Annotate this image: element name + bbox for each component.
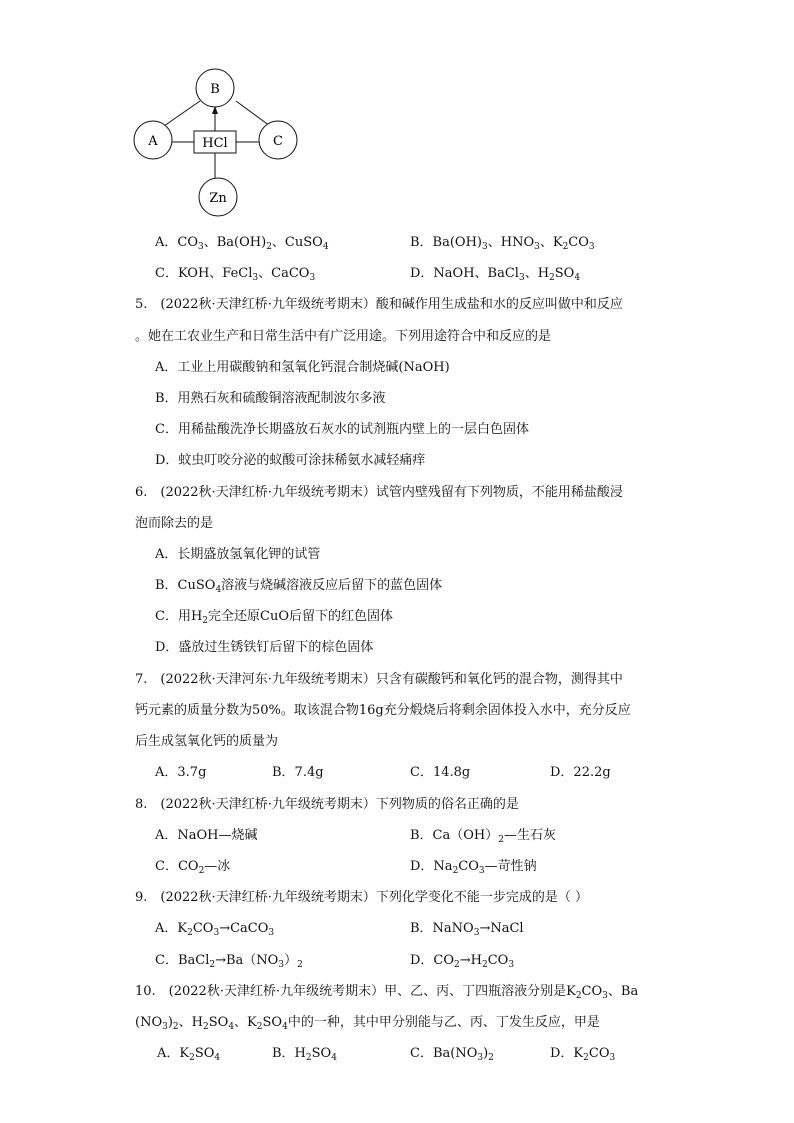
q4-option-c[interactable]: C．KOH、FeCl$_3$、CaCO$_3$ xyxy=(155,266,316,283)
q6-option-d[interactable]: D．盛放过生锈铁钉后留下的棕色固体 xyxy=(155,640,374,655)
q10-option-d[interactable]: D．$K_2CO_3$ xyxy=(550,1046,616,1063)
q9-stem: 9. (2022秋·天津红桥·九年级统考期末）下列化学变化不能一步完成的是（ ） xyxy=(135,890,588,905)
q9-option-d[interactable]: D．$CO_2\to H_2CO_3$ xyxy=(410,953,515,970)
q5-option-a[interactable]: A．工业上用碳酸钠和氢氧化钙混合制烧碱(NaOH) xyxy=(155,360,450,375)
q7-stem-line2: 钙元素的质量分数为50%。取该混合物16g充分煅烧后将剩余固体投入水中，充分反应 xyxy=(135,703,631,718)
q7-option-c[interactable]: C．14.8g xyxy=(410,765,471,780)
q8-option-b[interactable]: B．$Ca(OH)_2—$生石灰 xyxy=(410,828,556,845)
q5-option-b[interactable]: B．用熟石灰和硫酸铜溶液配制波尔多液 xyxy=(155,391,386,406)
q7-option-d[interactable]: D．22.2g xyxy=(550,765,611,780)
node-hcl-label: HCl xyxy=(202,136,228,151)
q5-stem-line1: 5. (2022秋·天津红桥·九年级统考期末）酸和碱作用生成盐和水的反应叫做中和反应 xyxy=(135,297,623,312)
q6-option-b[interactable]: B．CuSO$_4$溶液与烧碱溶液反应后留下的蓝色固体 xyxy=(155,578,443,595)
q8-option-a[interactable]: A．NaOH—烧碱 xyxy=(155,828,258,843)
q7-stem-line1: 7. (2022秋·天津河东·九年级统考期末）只含有碳酸钙和氧化钙的混合物，测得其中 xyxy=(135,672,623,687)
q7-stem-line3: 后生成氢氧化钙的质量为 xyxy=(135,734,279,749)
q9-option-c[interactable]: C．$BaCl_2\to Ba(NO_3)_2$ xyxy=(155,953,303,970)
q5-option-d[interactable]: D．蚊虫叮咬分泌的蚁酸可涂抹稀氨水减轻痛痒 xyxy=(155,453,426,468)
q6-stem-line1: 6. (2022秋·天津红桥·九年级统考期末）试管内壁残留有下列物质，不能用稀盐酸浸 xyxy=(135,485,623,500)
q6-option-a[interactable]: A．长期盛放氢氧化钾的试管 xyxy=(155,547,321,562)
q10-option-a[interactable]: A．$K_2SO_4$ xyxy=(157,1046,221,1063)
reaction-diagram xyxy=(130,66,300,218)
q7-option-a[interactable]: A．3.7g xyxy=(155,765,207,780)
q8-stem: 8. (2022秋·天津红桥·九年级统考期末）下列物质的俗名正确的是 xyxy=(135,797,519,812)
q4-option-d[interactable]: D．NaOH、BaCl$_3$、$H_2SO_4$ xyxy=(410,266,581,283)
q10-stem-line1: 10. (2022秋·天津红桥·九年级统考期末）甲、乙、丙、丁四瓶溶液分别是$K_2CO_3$、Ba xyxy=(135,984,639,1001)
q9-option-a[interactable]: A．$K_2CO_3\to CaCO_3$ xyxy=(155,921,275,938)
q10-option-c[interactable]: C．$Ba(NO_3)_2$ xyxy=(410,1046,494,1063)
q4-option-a[interactable]: A．$CO_3$、$Ba(OH)_2$、CuSO$_4$ xyxy=(155,235,329,252)
node-b-label: B xyxy=(210,82,220,97)
q8-option-c[interactable]: C．$CO_2—$冰 xyxy=(155,859,231,876)
q5-option-c[interactable]: C．用稀盐酸洗净长期盛放石灰水的试剂瓶内壁上的一层白色固体 xyxy=(155,422,529,437)
edge-a-b xyxy=(164,101,200,126)
node-c-label: C xyxy=(273,134,283,149)
q7-option-b[interactable]: B．7.4g xyxy=(272,765,324,780)
q6-stem-line2: 泡而除去的是 xyxy=(135,516,214,531)
node-a-label: A xyxy=(148,134,158,149)
q6-option-c[interactable]: C．用$H_2$完全还原CuO后留下的红色固体 xyxy=(155,609,394,626)
q9-option-b[interactable]: B．NaNO$_3$→NaCl xyxy=(410,921,524,938)
q8-option-d[interactable]: D．$Na_2CO_3—$苛性钠 xyxy=(410,859,537,876)
q10-option-b[interactable]: B．$H_2SO_4$ xyxy=(272,1046,337,1063)
edge-b-c xyxy=(236,101,270,126)
q5-stem-line2: 。她在工农业生产和日常生活中有广泛用途。下列用途符合中和反应的是 xyxy=(135,329,552,344)
node-zn-label: Zn xyxy=(209,191,227,206)
q4-option-b[interactable]: B．$Ba(OH)_3$、$HNO_3$、$K_2CO_3$ xyxy=(410,235,595,252)
q10-stem-line2: $(NO_3)_2$、$H_2SO_4$、$K_2SO_4$中的一种，其中甲分别能与乙、丙、丁发生反应，甲是 xyxy=(135,1015,600,1032)
